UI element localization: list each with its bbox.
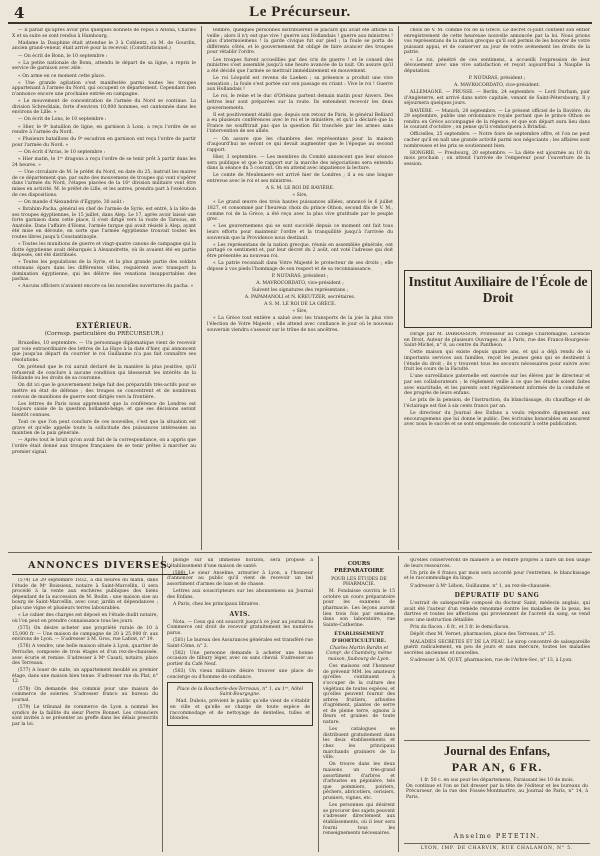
boucherie-ad-box [167, 682, 313, 726]
paragraph: « La Grèce tout entière a salué avec les transports de la joie la plus vive l'élection de Votre Majesté ; elle attend avec confiance le jour où le nouveau souverain viendra s'asseoir sur le trône de nos ancêtres. [207, 316, 393, 333]
paragraph: « Les représentans de la nation grecque, réunis en assemblée générale, ont partagé ce sentiment et, par leur décret du 2 août, ont voté l'adresse qui doit être présentée au nouveau roi. [207, 242, 393, 259]
paragraph: On prétend que le roi aurait déclaré de la manière la plus positive, qu'il refuserait de conclure à aucune condition qui blesserait les intérêts de la Hollande ou les droits de sa couronne. [12, 364, 196, 382]
paragraph: Hier, 3 septembre. — Les membres du Comité annoncent que leur séance sera publique et que le rapport sur la marche des négociations sera entendu dans la séance du 5 courant. On en attend avec impatience la lecture. [207, 155, 393, 172]
ad-paragraph: Dépôt chez M. Vernet, pharmacien, place des Terreaux, n° 25. [410, 632, 556, 638]
paragraph: Dirigé par M. DARRASSON, Professeur au Collège Charlemagne, Licencié en Droit, Auteur de plusieurs Ouvrages, né à Paris, rue des Francs-Bourgeois-Saint-Michel, n° 8, au centre du Panthéon. [404, 332, 590, 349]
paragraph: 1 fr. 50 c. en sus pour les départemens, Paraissant les 10 de mois. [419, 778, 575, 783]
institut-heading: Institut Auxiliaire de l'École de Droit [408, 274, 588, 305]
paragraph: « On arme en ce moment cette place. [18, 73, 106, 79]
address-heading: A S. M. LE ROI DE BAVIÈRE. [265, 186, 335, 192]
ad-paragraph: Lettres aux souscripteurs sur les abonnemens au Journal des Enfans. [167, 589, 313, 600]
ad-paragraph: « Le cahier des charges est déposé en l'étude dudit notaire, où l'on peut en prendre connaissance tous les jours. [12, 613, 158, 624]
paragraph: — Il paraît qu'après avoir pris quelques bonnets de repos à Altona, Charles X et sa suite se sont rendus à Hambourg. [12, 28, 196, 39]
paragraph: On dit ici que le gouvernement belge fait des préparatifs très-actifs pour se mettre en état de défense ; des troupes se concentrent et de nombreux convois de munitions de guerre sont dirigés vers la frontière. [12, 383, 196, 400]
paragraph: ALLEMAGNE. — PRUSSE. — Berlin, 24 septembre. — Lord Durham, pair d'Angleterre, est arrivé dans notre capitale, venant de Saint-Pétersbourg. Il y séjournera quelques jours. [404, 90, 590, 107]
paragraph: « Ibrahim-Pacha, général en chef de l'armée de Syrie, est entré, à la tête de ses troupes égyptiennes, le 15 juillet, dans Alep. Le 17, après avoir laissé une forte garnison dans cette place, il s'est dirigé vers la route de Tarsous, en Anatolie. Dans l'affaire d'Homs, l'armée turque qui avait résisté à Alep, ayant été mise en déroute, en sorte que l'armée égyptienne trouvait toutes les routes libres jusqu'à Constantinople. [12, 206, 196, 240]
paragraph: « Plusieurs bataillons du 9ᵉ escadron en garnison ont reçu l'ordre de partir pour l'armée du Nord. » [12, 137, 196, 149]
ad-paragraph: (580) Le sieur Anselme, armurier à Lyon, a l'honneur d'annoncer au public qu'il vient de recevoir un bel assortiment d'armes de luxe et de chasse. [167, 570, 313, 587]
ad-subheading: POUR LES ÉTUDES DE PHARMACIE. [331, 576, 387, 588]
exterieur-heading: EXTÉRIEUR. [75, 321, 133, 330]
journal-price: PAR AN, 6 FR. [451, 760, 543, 774]
ad-paragraph: Nota. — Ceux qui ont souscrit jusqu'à ce jour au journal du Commerce ont droit de recevoir gratuitement les numéros parus. [167, 619, 313, 636]
paragraph: Le comte de Meulenaere est arrivé hier de Londres ; il a eu une longue entrevue avec le roi et ses ministres. [207, 173, 393, 184]
paragraph: « Les gouvernemens qui se sont succédé depuis ce moment ont fait tous leurs efforts pour maintenir l'ordre et la tranquillité jusqu'à l'arrivée du souverain que la Providence nous destinait. [207, 224, 393, 241]
ad-heading: Place de la Boucherie-des-Terreaux, n° 1, au 1ᵉʳ, hôtel Saint-Bourgogne. [177, 686, 303, 698]
horticulture-heading: ÉTABLISSEMENT D'HORTICULTURE. [331, 631, 387, 644]
paragraph: Tout ce que l'on peut conclure de ces nouvelles, c'est que la situation est grave et qu'elle appelle toute la sollicitude des puissances intéressées au maintien de la paix générale. [12, 420, 196, 437]
paragraph: — On écrit de Bonn, le 10 septembre : [18, 53, 108, 59]
paragraph: — On assure que les chambres des représentans pour la maison d'aujourd'hui ne seront ce qui devait augmenter que le l'époque au second rapport. [207, 136, 393, 153]
ad-paragraph: L'extrait de salsepareille composé du docteur Saint, médecin anglais, qui avait été l'auteur d'un remède renommé contre les maladies de la peau, les dartres et toutes les affections qui proviennent de l'acreté du sang, se vend avec une instruction détaillée. [404, 601, 590, 623]
annonces-column-4 [404, 558, 590, 740]
printer-line: LYON, IMP. DE CHARVIN, RUE CHALAMON, N° 5. [420, 846, 574, 851]
paragraph: BAVIÈRE. — Munich, 28 septembre. — Le présent officiel de la Bavière, du 29 septembre, publie une ordonnance royale portant que le prince Othon se rendra en Grèce accompagné de la régence, et que son départ aura lieu dans le courant d'octobre ; on pense qu'il s'embarquera à Brindisi. [404, 108, 590, 131]
ad-paragraph: MALADIES SECRÈTES ET DE LA PEAU. Le sirop concentré de salsepareille guérit radicalement, en peu de jours et sans mercure, toutes les maladies secrètes anciennes et nouvelles. [404, 639, 590, 656]
ad-paragraph: plongé sur un immense horizon, sera proposé à l'établissement d'une maison de santé. [167, 558, 313, 569]
paragraph: « La petite nationale de Bonn, attendu le départ de sa ligne, a repris le service de garnison avec zèle. [12, 60, 196, 72]
column-1-news [12, 28, 196, 300]
paragraph: « Une grande agitation s'est manifestée parmi toutes les troupes appartenant à l'armée du Nord, qui occupent ce département. Cependant rien n'annonce encore une prochaine entrée en campagne. [12, 80, 196, 97]
paragraph: On continue et l'on se fait dresser par la tête de l'éditeur et les bureaux du Précurseur, de la rue des Fossés-Montmartre, au Journal de Paris, n° 14, à Paris. [406, 783, 588, 800]
ad-paragraph: (579) Le tribunal de commerce de Lyon a nommé les syndics de la faillite du sieur Pierre Bonnet. Les créanciers sont invités à se présenter au greffe dans les délais prescrits par la loi. [12, 705, 158, 727]
masthead-rule [8, 22, 592, 24]
ad-paragraph: A Paris, chez les principaux libraires. [173, 601, 260, 607]
ad-paragraph: M. Fondaisse ouvrira le 15 octobre un cours préparatoire pour les examens de pharmacie. Les leçons auront lieu trois fois par semaine, dans son laboratoire, rue Sainte-Catherine. [323, 589, 395, 628]
ad-paragraph: Les personnes qui désirent se procurer des sujets peuvent s'adresser directement aux établissements, où il leur sera fourni tous les renseignements nécessaires. [323, 803, 395, 837]
ad-paragraph: (578) On demande des commis pour une maison de commerce de soieries. S'adresser franco au bureau du journal. [12, 686, 158, 703]
paragraph: — On mande d'Alexandrie d'Égypte, 30 août : [18, 199, 125, 205]
signature: Suivent les signatures des représentans ; [251, 288, 349, 294]
column-divider [398, 26, 399, 550]
ad-paragraph: Les catalogues se distribuent gratuitement dans les deux établissements et chez les principaux marchands grainiers de la ville. [323, 727, 395, 761]
annonces-column-3 [323, 558, 395, 852]
journal-title: Journal des Enfans, [444, 744, 550, 758]
signature: P. NOTARAS, président ; [271, 273, 329, 279]
paragraph: Officielles, 25 septembre. — Notre foire de septembre offre, et l'on ne peut cacher qu'il en naît une grande activité parmi nos négociants ; les affaires sont nombreuses et les prix se soutiennent bien. [404, 132, 590, 149]
ad-paragraph: qu'elles conserveront de manière à se rendre propres à faire un bon usage de leurs ressources. [404, 558, 590, 569]
depuratif-heading: DÉPURATIF DU SANG [454, 592, 540, 600]
address-heading: A S. M. LE ROI DE LA GRÈCE. [264, 302, 336, 308]
annonces-rule [12, 574, 188, 575]
column-3-news [404, 28, 590, 264]
ad-subheading: Charles Martin Bardin et Compᵉ, de Chambéry, même maison, faubourg de Lyon. [326, 645, 392, 663]
editor-signature: Anselme PETETIN. [453, 832, 541, 840]
paragraph: Le prix de la pension, de l'instruction, du blanchissage, du chauffage et de l'éclairage est fixé à six cents francs par an. [404, 398, 590, 409]
paragraph: « Hier, le 9ᵉ bataillon de ligne, en garnison à Lons, a reçu l'ordre de se rendre à l'armée du Nord. [12, 124, 196, 136]
signature: P. NOTARAS, président ; [468, 75, 526, 81]
paragraph: L'une surveillance paternelle est exercée sur les élèves par le directeur et par ses collaborateurs ; le règlement veille à ce que les études soient faites avec exactitude, et les parents sont régulièrement informés de la conduite et des progrès de leurs enfans. [404, 374, 590, 397]
ad-paragraph: S'adresser à Mᵉ Lébon, Guillaume, n° 1, au rez-de-chaussée. [410, 583, 551, 589]
paragraph: — On écrit de Lons, le 10 septembre : [18, 117, 107, 123]
journal-body [406, 778, 588, 800]
masthead: Le Précurseur. [249, 4, 351, 20]
paragraph: tembre, quelques personnes distribuèrent le placard qui avait été affiché la veille ; alors il n'y eut que vive ! guerre aux Hollandais ! guerre aux ministres ! plus d'atermoiemens ! la garde civique fut sur pied ; la foule se porta de différents côtés, et le gouvernement fut obligé de faire avancer des troupes pour rétablir l'ordre. [207, 28, 393, 56]
paragraph: « Toutes les munitions de guerre et vingt-quatre canons de campagne qui la flotte égyptienne avait débarqués à Alexandrette, où ils avaient été en partie disposés, ont été distribués. [12, 242, 196, 259]
paragraph: « Le roi, pénétré de ces sentimens, a accueilli l'expression de leur dévouement avec une vive satisfaction et reçoit aujourd'hui à Nauplie la députation. [404, 57, 590, 74]
paragraph: « Le grand œuvre des trois hautes puissances alliées, annoncé le 6 juillet 1827, et consommé par l'heureux choix du prince Othon, second fils de V. M., comme roi de la Grèce, a été reçu avec la plus vive gratitude par le peuple grec. [207, 200, 393, 223]
column-2 [207, 28, 393, 548]
column-1-exterieur [12, 318, 196, 550]
paragraph: Le roi, le reine et le duc d'Orléans partent demain matin pour Anvers. Des lettres leur sont préparées sur la route. Ils entendent recevoir les deux gouvernements. [207, 94, 393, 111]
ad-paragraph: (576) A vendre, une belle maison située à Lyon, quartier de Perrache, composée de trois étages et d'un rez-de-chaussée, avec écurie et remise. S'adresser à Mᵉ Casati, notaire, place des Terreaux. [12, 644, 158, 667]
ad-paragraph: (582) Une personne demande à acheter une bonne occasion de tilbury léger, avec ou sans cheval. S'adresser au portier du Café Neuf. [167, 650, 313, 667]
ad-paragraph: Prix du flacon : 6 fr., et 3 fr. le demi-flacon. [410, 625, 510, 631]
paragraph: Madame la Dauphine était attendue le 3 à Coblentz, où M. de Gourdin, ancien grand-veneur, était arrivé pour la recevoir. (Constitutionnel.) [12, 40, 196, 52]
paragraph: — On écrit d'Arras, le 10 septembre : [18, 150, 106, 156]
paragraph: « Toutes les populations de la Syrie, et la plus grande partie des soldats ottomans épars dans les différentes villes, requièrent avec transport la domination égyptienne, qui les délivre des vexations insupportables des pachas. [12, 260, 196, 283]
exterieur-subheading: (Corresp. particulière du PRÉCURSEUR.) [44, 331, 164, 337]
column-divider [398, 556, 399, 852]
paragraph: Cette maison qui existe depuis quatre ans, et qui a déjà rendu de si importants services aux familles, reçoit les jeunes gens qui se destinent à l'étude du droit ; ils y trouvent tous les secours nécessaires pour suivre avec fruit les cours de la Faculté. [404, 350, 590, 373]
cours-heading: COURS PRÉPARATOIRE [334, 561, 384, 574]
paragraph: — Une circulaire de M. le préfet du Nord, en date du 25, instruit les maires de ce département que, par suite des mouvemens de troupes qui vont s'opérer dans l'armée du Nord, l'étapes placées de la 16ᵉ division militaire vont être mises en activité. M. le préfet de Lille, et les autres, prendra part à l'exécution de ces dispositions. [12, 170, 196, 198]
institut-body [404, 332, 590, 548]
paragraph: Les lettres de Paris nous apprennent que la conférence de Londres est toujours saisie de la question hollando-belge, et que ses décisions seront bientôt connues. [12, 401, 196, 418]
column-divider [201, 26, 202, 550]
column-divider [162, 556, 163, 852]
ad-paragraph: (577) A louer de suite, un appartement meublé au premier étage, dans une maison bien tenue. S'adresser rue du Plat, n° 12. [12, 668, 158, 685]
annonces-column-1 [12, 578, 158, 852]
ad-paragraph: Un prix de 6 francs par mois sera accordé pour l'entretien, le blanchissage et le raccommodage du linge. [404, 570, 590, 582]
ad-paragraph: Mad. Dubois, prévient le public qu'elle vient de s'établir en ville et qu'elle se charge de toute espèce de raccommodage et de nettoyage de dentelles, tulles et blondes. [170, 699, 310, 722]
ad-paragraph: S'adresser à M. QUET, pharmacien, rue de l'Arbre-Sec, n° 13, à Lyon. [410, 657, 573, 663]
ad-paragraph: (583) Un vieux militaire désire trouver une place de concierge ou d'homme de confiance. [167, 669, 313, 680]
section-divider [404, 843, 590, 844]
annonces-heading: ANNONCES DIVERSES. [28, 560, 172, 571]
section-divider [404, 740, 590, 741]
salutation: « Sire, [292, 193, 308, 199]
page-number: 4 [14, 4, 25, 22]
paragraph: HONGRIE. — Presbourg, 20 septembre. — La diète est ajournée au 10 du mois prochain ; on attend l'arrivée de l'empereur pour l'ouverture de la session. [404, 150, 590, 168]
annonces-column-2 [167, 558, 313, 852]
paragraph: Le directeur du Journal des Enfans a voulu répondre dignement aux encouragemens que lui donne le public. Des écrivains honorables en assurent avec nous le succès et se sont empressés de concourir à cette publication. [404, 411, 590, 428]
column-divider [318, 556, 319, 852]
paragraph: « Le mouvement de concentration de l'armée du Nord se continue. La division Schrecklain, forte d'environ 10,000 hommes, est cantonnée dans les environs de Lille. » [12, 99, 196, 116]
paragraph: Le roi Léopold est revenu de Laeken ; sa présence a produit une vive sensation ; la foule s'est portée sur son passage en criant : Vive le roi ! Guerre aux Hollandais ! [207, 75, 393, 93]
paragraph: « La patrie reconnaît dans Votre Majesté le protecteur de ses droits ; elle dépose à vos pieds l'hommage de son respect et de sa reconnaissance. [207, 261, 393, 272]
paragraph: « Aucuns officiers n'avaient encore su les nouvelles ouvertures du pacha. » [18, 284, 194, 290]
salutation: « Sire, [292, 309, 308, 315]
paragraph: choix de V. M. comme roi de la Grèce. Le décret ci-joint contient son entier enregistrement de cette heureuse nouvelle annoncée par la loi. Nous prions vos représentans de la nation grecque qu'il soit permis de les honorer de votre puissant appui, et de conserver au jour de votre avénement les droits de la patrie. [404, 28, 590, 56]
paragraph: Les troupes furent accueillies par des cris de guerre ! et le conseil des ministres s'est assemblé jusqu'à une heure avancée de la nuit. On assure qu'il a été décidé que l'armée se mettrait immédiatement en mouvement. [207, 57, 393, 74]
paragraph: Bruxelles, 10 septembre. — Un personnage diplomatique vient de recevoir par voie extraordinaire des lettres de La Haye à la date d'hier, qui annoncent que jusqu'au départ du courrier le roi Guillaume n'a pas fait connaître ses résolutions. [12, 341, 196, 363]
ad-paragraph: (575) On désire acheter une propriété rurale de 10 à 15,000 fr. — Une maison de campagne de 20 à 25,000 fr. aux environs de Lyon. — S'adresser à M. Gros, rue Lafont, n° 19. [12, 625, 158, 643]
section-divider [8, 552, 592, 553]
paragraph: « Hier matin, le 1ᵉʳ dragons a reçu l'ordre de se tenir prêt à partir dans les 24 heures. » [12, 157, 196, 168]
ad-paragraph: On trouve dans les deux maisons un très-grand assortiment d'arbres et d'arbustes en pépinière, tels que pommiers, poiriers, pêchers, abricotiers, cerisiers, pruniers, vignes, etc. [323, 762, 395, 801]
avis-heading: AVIS. [229, 610, 251, 618]
paragraph: — Après tout le bruit qu'on avait fait de la correspondance, on a appris que l'ordre était donné aux troupes françaises de se tenir prêtes à marcher au premier signal. [12, 438, 196, 455]
ad-paragraph: Ces maisons ont l'honneur de prévenir MM. les amateurs qu'elles continuent à s'occuper de la culture des végétaux de toutes espèces, et qu'elles peuvent fournir des arbres fruitiers, arbustes d'agrément, plantes de serre et de pleine terre, ognons à fleurs et graines de toute nature. [323, 664, 395, 726]
ad-paragraph: (574) Le 29 septembre 1832, à dix heures du matin, dans l'étude de Mᵉ Boissieux, notaire à Saint-Marcellin, il sera procédé à la vente aux enchères publiques des biens dépendant de la succession de M. Bodin : une maison sise au bourg de Saint-Marcellin, avec cour, jardin et dépendances ; plus une vigne et plusieurs terres labourables. [12, 578, 158, 611]
signature: A. PAPAMANOLI et N. KREUTZER, secrétaires. [244, 295, 356, 301]
signature: A. MAVROCORDATO, vice-président. [453, 83, 541, 89]
ad-paragraph: (581) Le bureau des Assurances générales est transféré rue Saint-Côme, n° 2. [167, 637, 313, 649]
signature: A. MAVROCORDATO, vice-président ; [256, 280, 344, 286]
paragraph: Il est positivement établi que, depuis son retour de Paris, le général Belliard a eu plusieurs conférences avec le roi et le ministère, et qu'il a déclaré que la France ne souffrirait pas que la question fût tranchée par les armes sans l'intervention de ses alliés. [207, 112, 393, 135]
